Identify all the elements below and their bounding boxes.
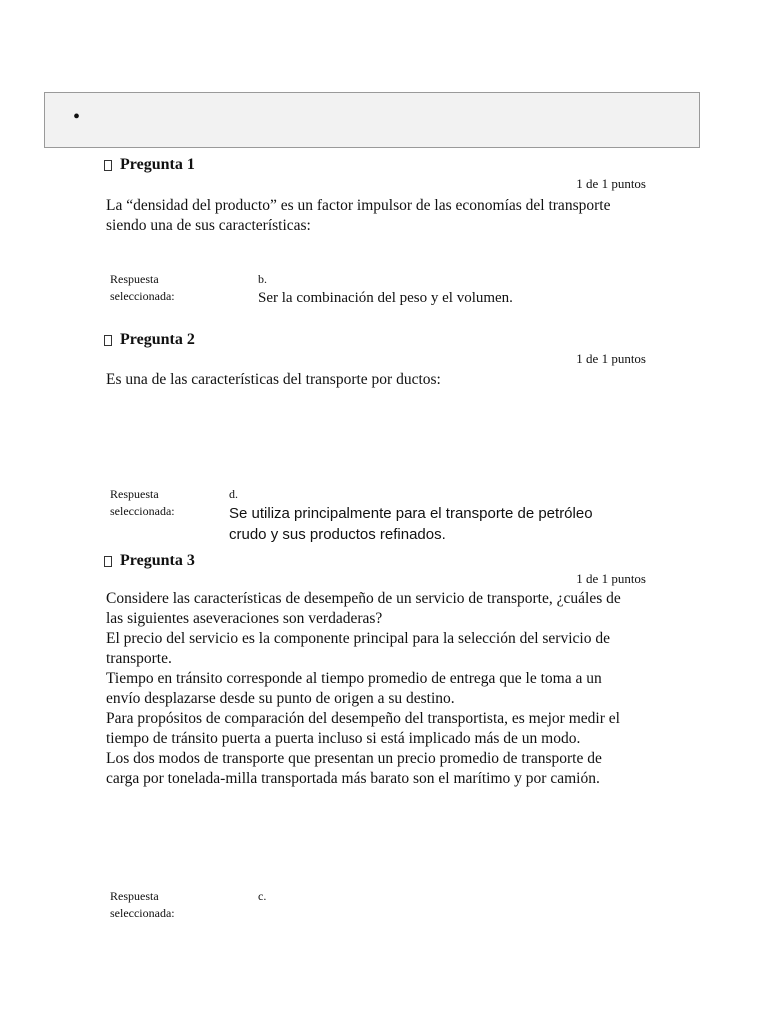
bullet-marker: • xyxy=(73,106,81,128)
question-2-answer-label: Respuesta seleccionada: xyxy=(110,487,175,518)
question-3-title: Pregunta 3 xyxy=(120,552,195,569)
question-status-icon xyxy=(104,335,112,346)
question-3-statement: Tiempo en tránsito corresponde al tiempo promedio de entrega que le toma a un envío desplazarse desde su punto de origen a su destino. xyxy=(106,670,602,707)
question-status-icon xyxy=(104,556,112,567)
question-2-answer-text: Se utiliza principalmente para el transporte de petróleo crudo y sus productos refinados. xyxy=(229,505,593,543)
question-3-statement: El precio del servicio es la componente principal para la selección del servicio de transporte. xyxy=(106,630,610,667)
question-2-points: 1 de 1 puntos xyxy=(576,351,646,366)
question-1-text xyxy=(106,196,636,236)
header-box xyxy=(44,92,700,148)
question-1-title: Pregunta 1 xyxy=(120,156,195,173)
question-2-heading xyxy=(104,331,195,349)
question-status-icon xyxy=(104,160,112,171)
question-2-paragraph: Es una de las características del transporte por ductos: xyxy=(106,371,441,388)
question-1-answer-label: Respuesta seleccionada: xyxy=(110,272,175,303)
question-1-paragraph: La “densidad del producto” es un factor impulsor de las economías del transporte siendo una de sus características: xyxy=(106,197,611,234)
question-3-answer-label: Respuesta seleccionada: xyxy=(110,889,175,920)
question-3-heading xyxy=(104,552,195,570)
question-2-title: Pregunta 2 xyxy=(120,331,195,348)
question-1-heading xyxy=(104,156,195,174)
question-3-statement: Los dos modos de transporte que presentan un precio promedio de transporte de carga por tonelada-milla transportada más barato son el marítimo y por camión. xyxy=(106,750,602,787)
question-1-answer-text: Ser la combinación del peso y el volumen. xyxy=(258,290,513,306)
question-2-text xyxy=(106,370,636,390)
question-3-paragraph: Considere las características de desempeño de un servicio de transporte, ¿cuáles de las siguientes aseveraciones son verdaderas? xyxy=(106,590,621,627)
question-3-text xyxy=(106,589,636,789)
question-2-answer-letter: d. xyxy=(229,487,238,501)
question-3-points: 1 de 1 puntos xyxy=(576,571,646,586)
question-3-statement: Para propósitos de comparación del desempeño del transportista, es mejor medir el tiempo de tránsito puerta a puerta incluso si está implicado más de un modo. xyxy=(106,710,620,747)
question-1-points: 1 de 1 puntos xyxy=(576,176,646,191)
question-1-answer-letter: b. xyxy=(258,272,267,286)
question-3-answer-letter: c. xyxy=(258,889,267,903)
